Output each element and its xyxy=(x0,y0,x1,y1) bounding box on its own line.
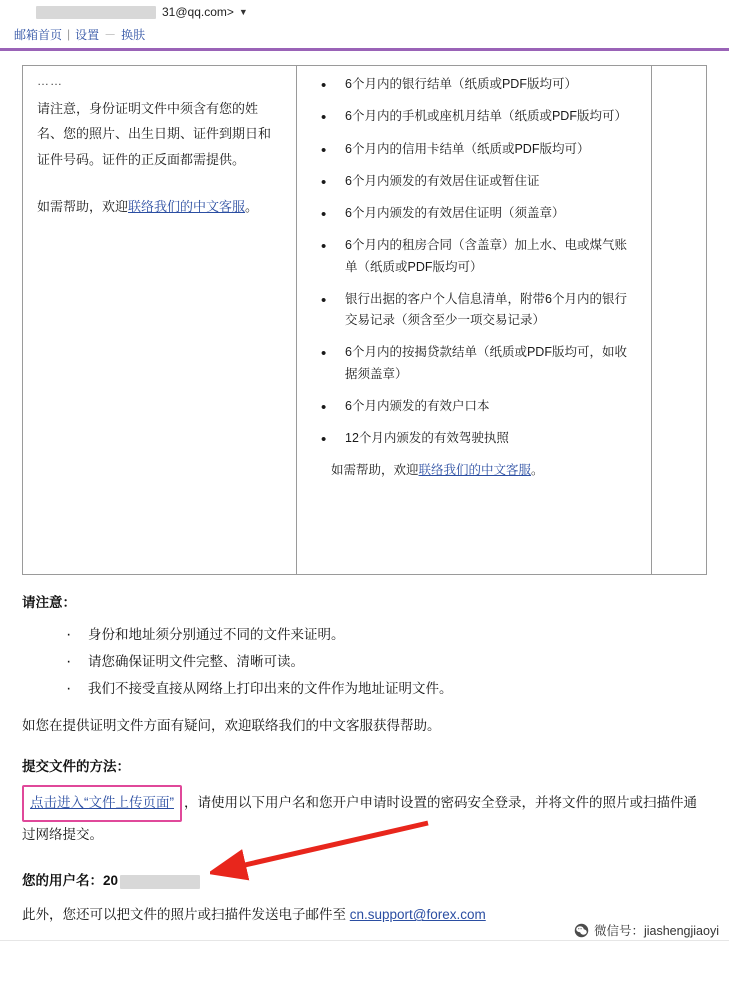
address-help-suffix: 。 xyxy=(531,463,544,478)
skin-link[interactable]: 换肤 xyxy=(121,27,146,42)
list-item: • 6个月内的按揭贷款结单（纸质或PDF版均可，如收据须盖章） xyxy=(307,342,639,385)
submit-heading: 提交文件的方法： xyxy=(22,758,130,774)
mail-top-bar xyxy=(0,0,729,46)
list-item: • 6个月内的手机或座机月结单（纸质或PDF版均可） xyxy=(307,106,639,127)
address-documents-list xyxy=(307,74,639,449)
settings-link[interactable]: 设置 xyxy=(75,27,100,42)
submit-instruction-line xyxy=(22,785,707,847)
list-item: • 6个月内颁发的有效居住证明（须盖章） xyxy=(307,203,639,224)
username-row xyxy=(22,869,707,889)
list-item: • 6个月内颁发的有效户口本 xyxy=(307,396,639,417)
identity-note-paragraph: 请注意，身份证明文件中须含有您的姓名、您的照片、出生日期、证件到期日和证件号码。证件的正反面都需提供。 xyxy=(37,101,272,167)
wechat-id-label: 微信号：jiashengjiaoyi xyxy=(593,924,719,938)
list-item: · 身份和地址须分别通过不同的文件来证明。 xyxy=(22,621,707,648)
purple-divider xyxy=(0,48,729,51)
nav-dash: － xyxy=(104,27,117,42)
upload-page-link[interactable]: 点击进入“文件上传页面” xyxy=(30,794,174,810)
list-item: • 12个月内颁发的有效驾驶执照 xyxy=(307,428,639,449)
chinese-support-link-right[interactable]: 联络我们的中文客服 xyxy=(418,463,532,478)
chinese-support-link-left[interactable]: 联络我们的中文客服 xyxy=(128,199,246,215)
list-item: • 6个月内的租房合同（含盖章）加上水、电或煤气账单（纸质或PDF版均可） xyxy=(307,235,639,278)
table-column-address xyxy=(297,66,652,574)
list-item: • 6个月内的信用卡结单（纸质或PDF版均可） xyxy=(307,139,639,160)
submit-instruction-rest: ，请使用以下用户名和您开户申请时设置的密码安全登录，并将文件的照片或扫描件通过网络提交。 xyxy=(22,794,697,842)
bottom-bar xyxy=(0,940,729,985)
table-column-identity xyxy=(23,66,297,574)
document-body xyxy=(0,65,729,965)
redacted-name-block xyxy=(36,6,156,19)
username-label: 您的用户名： xyxy=(22,873,103,889)
list-item: • 银行出据的客户个人信息清单，附带6个月内的银行交易记录（须含至少一项交易记录） xyxy=(307,289,639,332)
mail-nav-links xyxy=(0,24,729,44)
notice-heading: 请注意： xyxy=(22,595,76,610)
identity-help-prefix: 如需帮助，欢迎 xyxy=(37,199,129,215)
chevron-down-icon[interactable]: ▼ xyxy=(238,7,248,17)
address-help-prefix: 如需帮助，欢迎 xyxy=(331,463,419,478)
identity-help-paragraph xyxy=(37,194,282,219)
upload-page-link-box[interactable] xyxy=(22,785,182,822)
support-email-link[interactable]: cn.support@forex.com xyxy=(349,907,486,923)
list-item: • 6个月内的银行结单（纸质或PDF版均可） xyxy=(307,74,639,95)
email-submission-prefix: 此外，您还可以把文件的照片或扫描件发送电子邮件至 xyxy=(22,907,350,923)
list-item: · 请您确保证明文件完整、清晰可读。 xyxy=(22,648,707,675)
username-value: 20 xyxy=(103,873,119,889)
notice-paragraph: 如您在提供证明文件方面有疑问，欢迎联络我们的中文客服获得帮助。 xyxy=(22,718,441,733)
identity-help-suffix: 。 xyxy=(245,199,259,215)
nav-separator: | xyxy=(67,27,71,41)
notice-section xyxy=(22,591,707,965)
address-help-paragraph xyxy=(307,460,639,481)
wechat-icon xyxy=(574,923,589,938)
list-item: · 我们不接受直接从网络上打印出来的文件作为地址证明文件。 xyxy=(22,675,707,702)
mail-home-link[interactable]: 邮箱首页 xyxy=(14,27,63,42)
list-item: • 6个月内颁发的有效居住证或暂住证 xyxy=(307,171,639,192)
notice-list xyxy=(22,621,707,702)
table-column-spacer xyxy=(652,66,706,574)
clipped-text-top: …… xyxy=(37,74,63,86)
account-row xyxy=(0,0,729,24)
wechat-watermark xyxy=(574,921,719,939)
redacted-username-block xyxy=(120,875,200,889)
documents-table xyxy=(22,65,707,575)
account-email: 31@qq.com> xyxy=(162,5,234,19)
